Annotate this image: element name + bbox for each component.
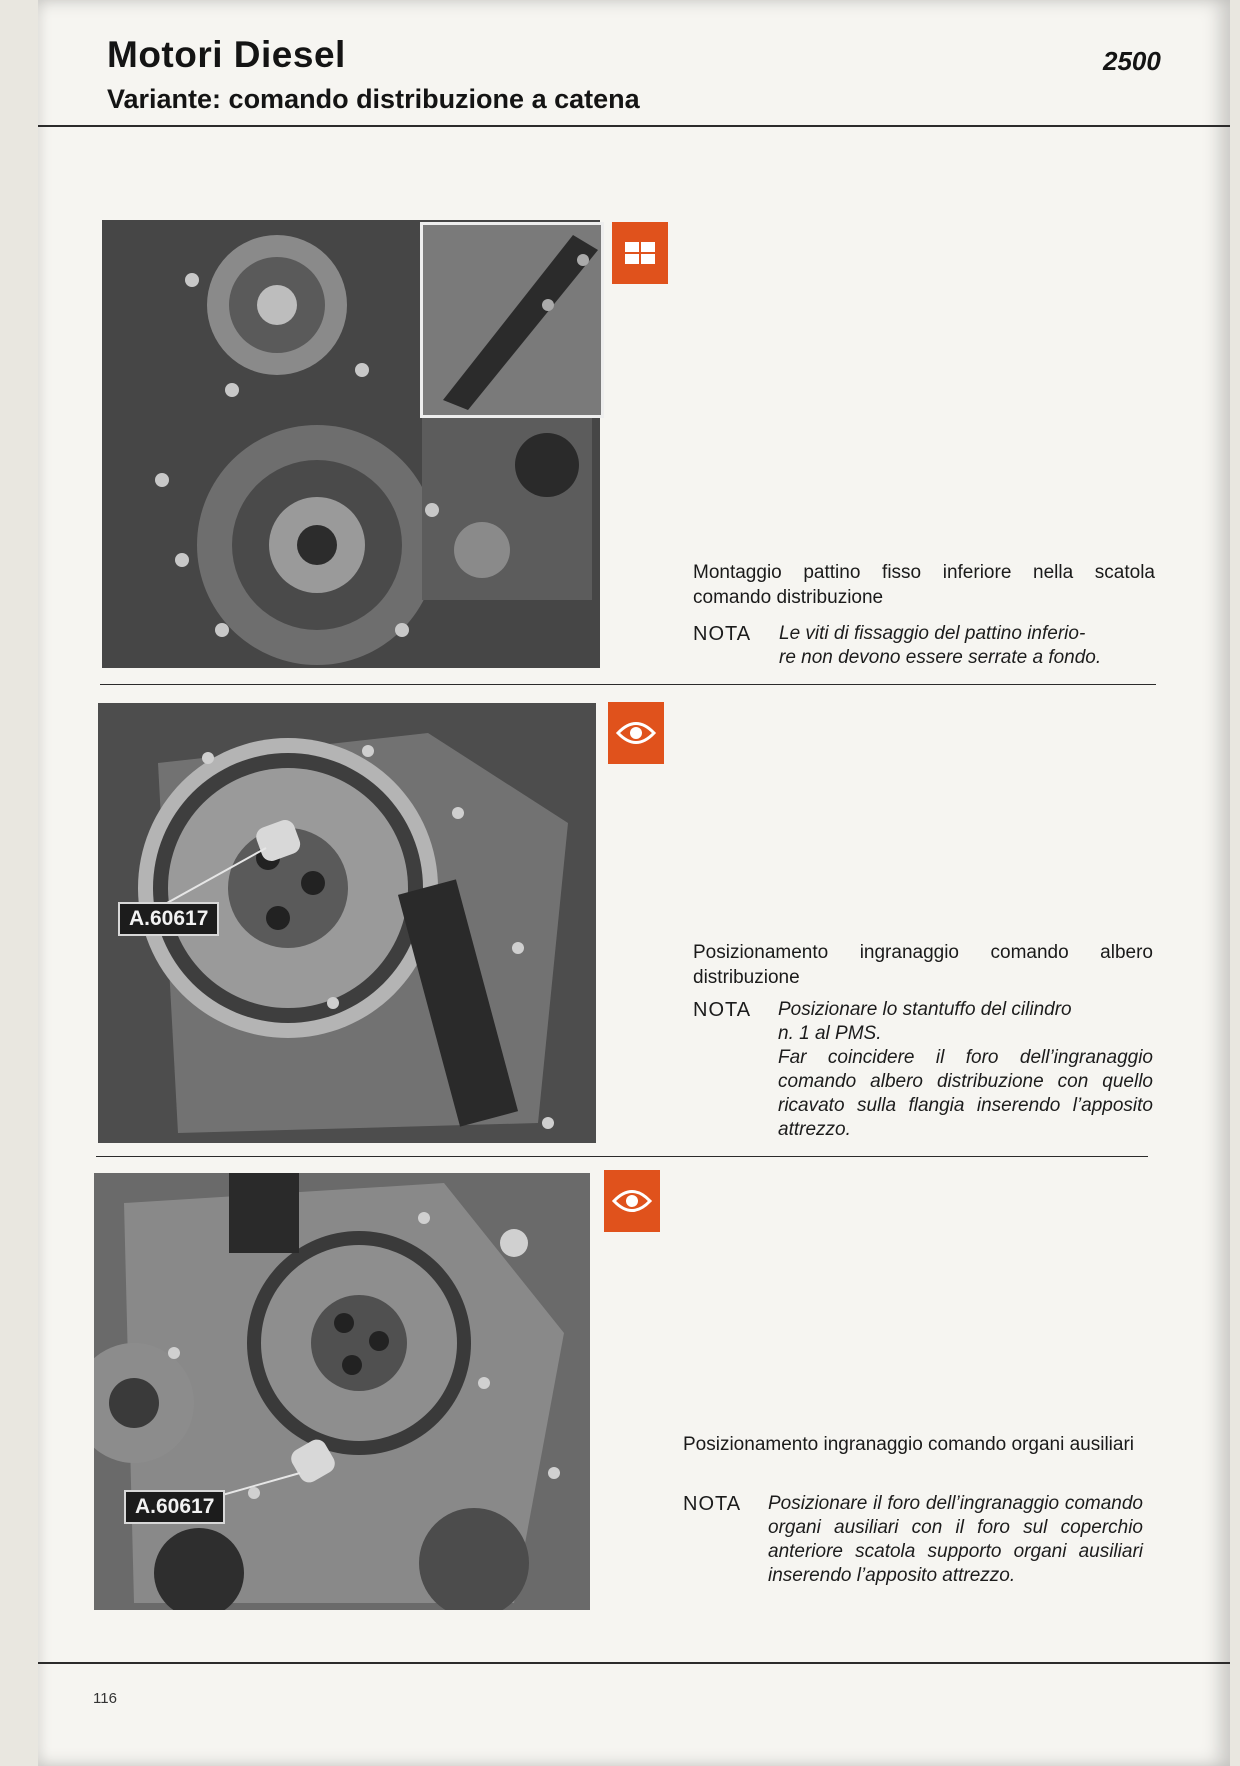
eye-icon (612, 1188, 652, 1214)
inspection-icon (604, 1170, 660, 1232)
section-divider (96, 1156, 1148, 1157)
section-1-nota (693, 622, 1155, 672)
section-divider (100, 684, 1156, 685)
page-subtitle: Variante: comando distribuzione a catena (107, 84, 640, 114)
detail-photo-slide-pad (420, 222, 604, 418)
header-divider (38, 125, 1230, 127)
tool-code-tag: A.60617 (124, 1490, 225, 1524)
section-2-caption: Posizionamento ingranaggio comando albero distribuzione (693, 942, 1153, 988)
dismount-grid-icon (625, 242, 655, 264)
engine-model: 2500 (1103, 46, 1161, 76)
footer-divider (38, 1662, 1230, 1664)
nota-text: Le viti di fissaggio del pattino inferio- re non devono essere serrate a fondo. (779, 623, 1102, 668)
section-2-nota (693, 998, 1153, 1146)
section-1-caption: Montaggio pattino fisso inferiore nella scatola comando distribuzione (693, 562, 1155, 608)
eye-icon (616, 720, 656, 746)
assembly-icon (612, 222, 668, 284)
nota-label: NOTA (693, 623, 752, 645)
nota-text: Posizionare il foro dell’ingranaggio comando organi ausiliari con il foro sul coperchio anteriore scatola supporto organi ausiliari inserendo l’apposito attrezzo. (768, 1493, 1143, 1586)
tool-code-tag: A.60617 (118, 902, 219, 936)
nota-label: NOTA (693, 999, 752, 1021)
section-3-nota (683, 1492, 1143, 1616)
engine-photo-3 (94, 1173, 590, 1610)
nota-label: NOTA (683, 1493, 742, 1515)
page-title: Motori Diesel (107, 34, 346, 75)
page-number: 116 (93, 1690, 117, 1707)
inspection-icon (608, 702, 664, 764)
nota-text: Posizionare lo stantuffo del cilindro n. 1 al PMS. Far coincidere il foro dell’ingranaggio comando albero distribuzione con quello ricavato sulla flangia inserendo l’apposito attrezzo. (778, 999, 1153, 1140)
section-3-caption: Posizionamento ingranaggio comando organi ausiliari (683, 1434, 1134, 1455)
